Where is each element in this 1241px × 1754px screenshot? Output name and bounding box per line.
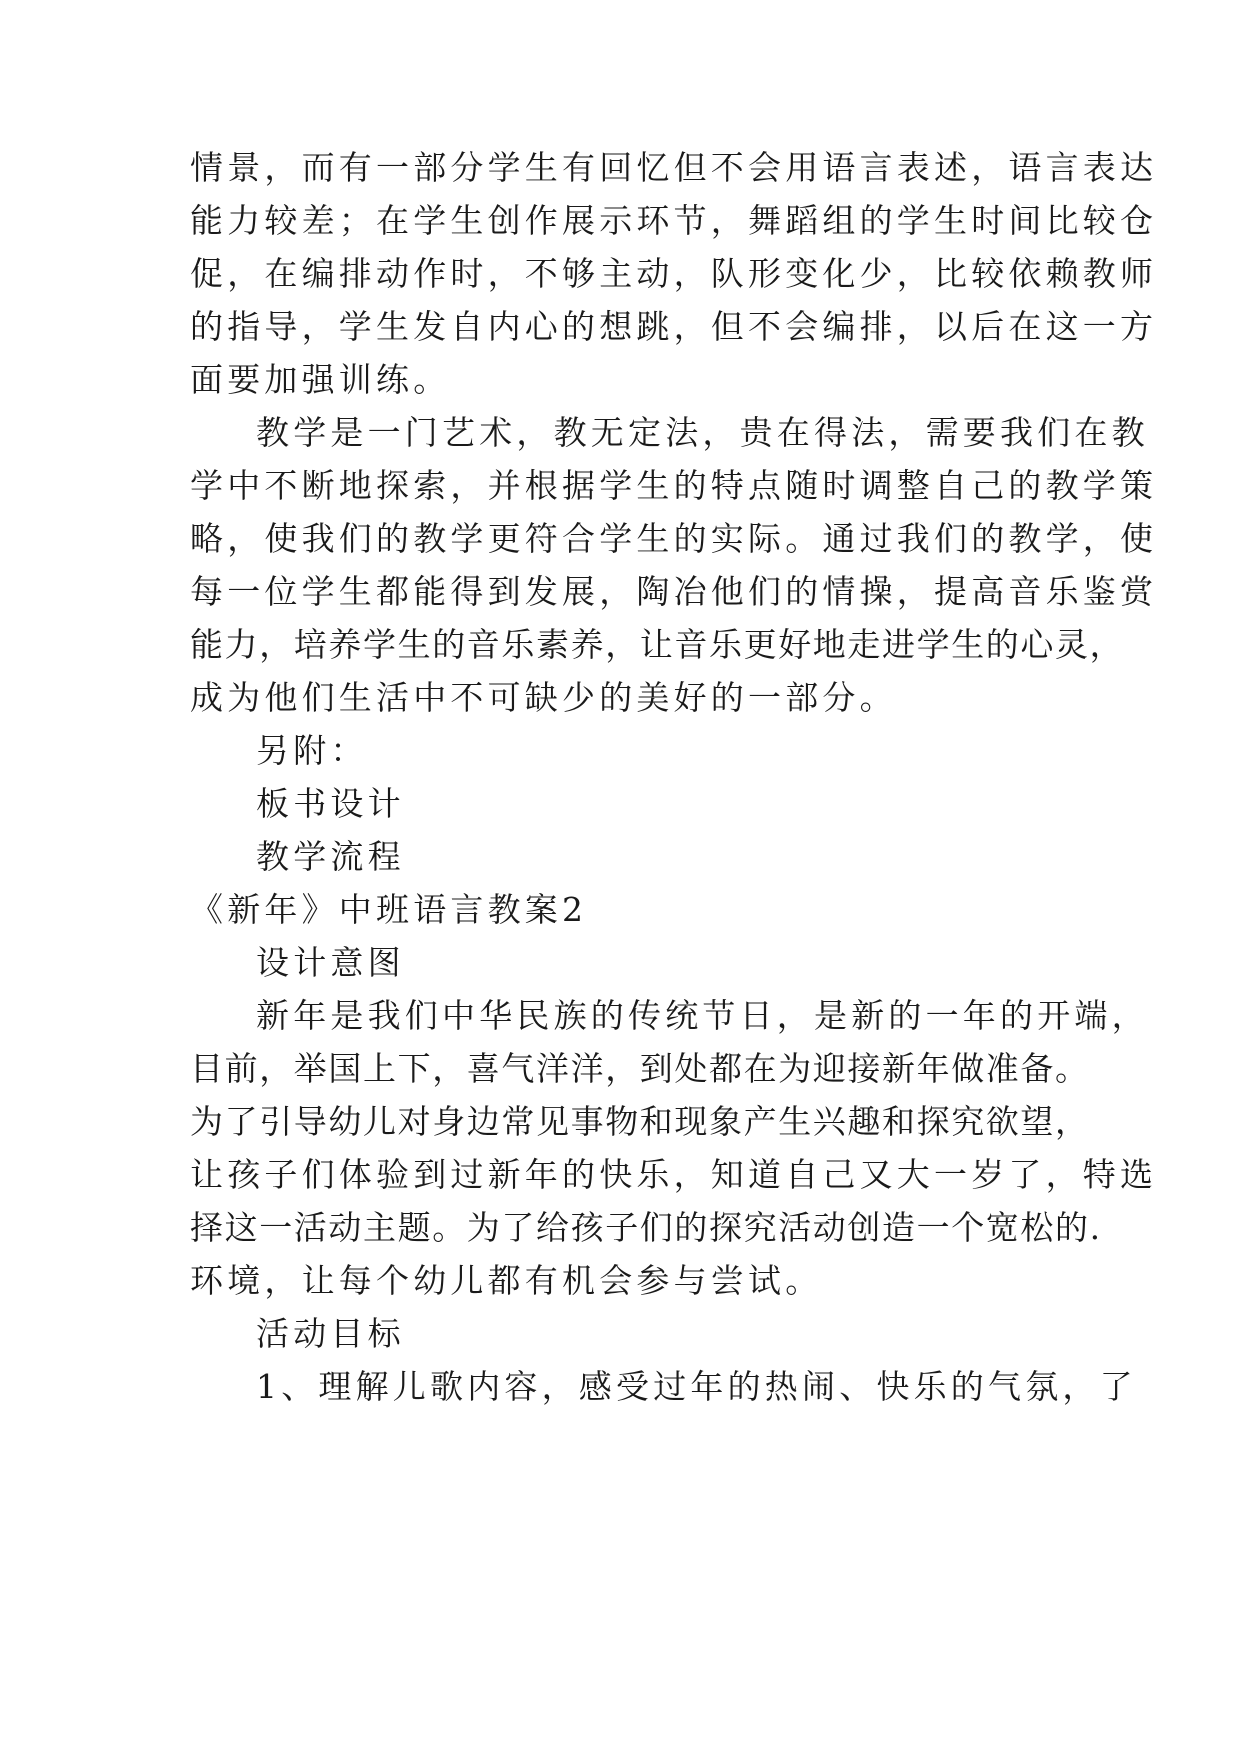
paragraph-line: 促，在编排动作时，不够主动，队形变化少，比较依赖教师 [190,254,1158,293]
paragraph-line: 择这一活动主题。为了给孩子们的探究活动创造一个宽松的. [190,1208,1102,1247]
paragraph-line: 能力较差；在学生创作展示环节，舞蹈组的学生时间比较仓 [190,201,1158,240]
paragraph-line: 学中不断地探索，并根据学生的特点随时调整自己的教学策 [190,466,1158,505]
paragraph-line: 让孩子们体验到过新年的快乐，知道自己又大一岁了，特选 [190,1155,1158,1194]
appendix-label: 另附： [256,731,368,770]
paragraph-line: 的指导，学生发自内心的想跳，但不会编排，以后在这一方 [190,307,1158,346]
paragraph-line: 目前，举国上下，喜气洋洋，到处都在为迎接新年做准备。 [190,1049,1090,1088]
paragraph-line: 环境，让每个幼儿都有机会参与尝试。 [190,1261,823,1300]
section-heading: 设计意图 [256,943,405,982]
document-title: 《新年》中班语言教案2 [190,890,588,929]
section-heading: 教学流程 [256,837,405,876]
section-heading: 活动目标 [256,1314,405,1353]
paragraph-line: 成为他们生活中不可缺少的美好的一部分。 [190,678,897,717]
paragraph-line: 新年是我们中华民族的传统节日，是新的一年的开端， [256,996,1149,1035]
list-item: 1、理解儿歌内容，感受过年的热闹、快乐的气氛，了 [256,1367,1137,1406]
paragraph-line: 教学是一门艺术，教无定法，贵在得法，需要我们在教 [256,413,1149,452]
section-heading: 板书设计 [256,784,405,823]
paragraph-line: 情景，而有一部分学生有回忆但不会用语言表述，语言表达 [190,148,1158,187]
paragraph-line: 为了引导幼儿对身边常见事物和现象产生兴趣和探究欲望， [190,1102,1090,1141]
paragraph-line: 略，使我们的教学更符合学生的实际。通过我们的教学，使 [190,519,1158,558]
paragraph-line: 能力，培养学生的音乐素养，让音乐更好地走进学生的心灵， [190,625,1125,664]
paragraph-line: 每一位学生都能得到发展，陶冶他们的情操，提高音乐鉴赏 [190,572,1158,611]
paragraph-line: 面要加强训练。 [190,360,451,399]
